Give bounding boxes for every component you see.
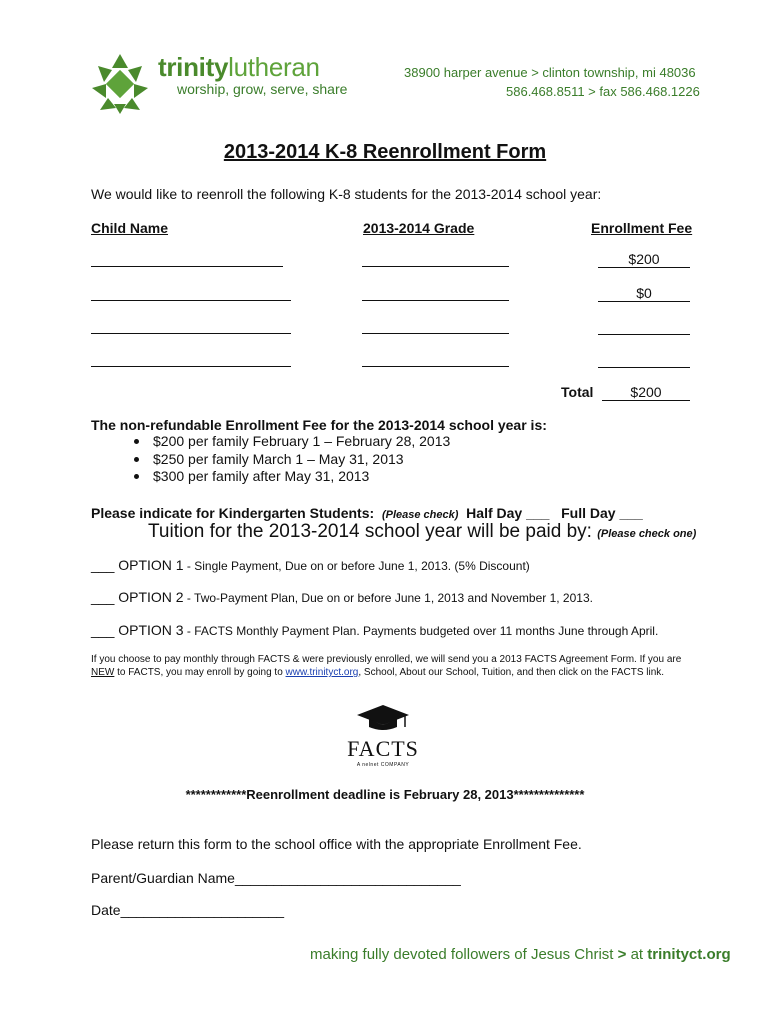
fee-field[interactable]: $200	[598, 251, 690, 268]
option-2[interactable]: ___ OPTION 2 - Two-Payment Plan, Due on or before June 1, 2013 and November 1, 2013.	[91, 589, 593, 605]
list-item: $200 per family February 1 – February 28, 2013	[134, 433, 450, 451]
fee-heading: Enrollment Fee	[591, 220, 693, 236]
grade-field[interactable]	[362, 366, 509, 367]
website-link[interactable]: www.trinityct.org	[285, 667, 359, 678]
list-item: $300 per family after May 31, 2013	[134, 468, 450, 486]
kindergarten-line: Please indicate for Kindergarten Students: (Please check) Half Day ___ Full Day ___	[91, 505, 643, 521]
child-name-field[interactable]	[91, 266, 283, 267]
tuition-heading: Tuition for the 2013-2014 school year will be paid by: (Please check one)	[148, 521, 697, 542]
fee-field[interactable]	[598, 318, 690, 335]
graduation-cap-icon	[333, 703, 433, 733]
deadline-text: ************Reenrollment deadline is February 28, 2013**************	[185, 787, 585, 802]
option-3[interactable]: ___ OPTION 3 - FACTS Monthly Payment Plan. Payments budgeted over 11 months June through April.	[91, 622, 659, 638]
total-label: Total	[561, 384, 594, 400]
child-name-field[interactable]	[91, 366, 291, 367]
return-instructions: Please return this form to the school office with the appropriate Enrollment Fee.	[91, 836, 582, 852]
phone-line: 586.468.8511 > fax 586.468.1226	[506, 84, 700, 99]
half-day-checkbox[interactable]: Half Day ___	[466, 505, 550, 521]
grade-field[interactable]	[362, 333, 509, 334]
child-name-field[interactable]	[91, 300, 291, 301]
tagline: worship, grow, serve, share	[177, 81, 348, 97]
fee-schedule-heading: The non-refundable Enrollment Fee for the 2013-2014 school year is:	[91, 417, 547, 433]
bullet-icon	[134, 439, 139, 444]
address-line: 38900 harper avenue > clinton township, mi 48036	[404, 65, 696, 80]
option-1[interactable]: ___ OPTION 1 - Single Payment, Due on or before June 1, 2013. (5% Discount)	[91, 557, 530, 573]
fee-field[interactable]: $0	[598, 285, 690, 302]
parent-name-field[interactable]: Parent/Guardian Name_____________________________	[91, 870, 461, 886]
page-title: 2013-2014 K-8 Reenrollment Form	[223, 141, 547, 163]
intro-text: We would like to reenroll the following K-8 students for the 2013-2014 school year:	[91, 186, 602, 202]
fee-schedule-list	[134, 433, 450, 486]
brand-name: trinitylutheran	[158, 52, 320, 82]
fee-field[interactable]	[598, 351, 690, 368]
child-name-heading: Child Name	[91, 220, 169, 236]
trinity-star-logo-icon	[88, 52, 152, 116]
list-item: $250 per family March 1 – May 31, 2013	[134, 451, 450, 469]
grade-field[interactable]	[362, 300, 509, 301]
footer-tagline: making fully devoted followers of Jesus Christ > at trinityct.org	[310, 946, 731, 963]
grade-heading: 2013-2014 Grade	[363, 220, 475, 236]
grade-field[interactable]	[362, 266, 509, 267]
total-value: $200	[602, 384, 690, 401]
facts-note: If you choose to pay monthly through FACTS & were previously enrolled, we will send you a 2013 FACTS Agreement Form. If you are NEW to FACTS, you may enroll by going to www.trinityct.org, School, About our School, Tuition, and then click on the FACTS link.	[91, 654, 682, 678]
child-name-field[interactable]	[91, 333, 291, 334]
bullet-icon	[134, 457, 139, 462]
facts-logo: FACTS A nelnet COMPANY	[333, 703, 433, 765]
full-day-checkbox[interactable]: Full Day ___	[561, 505, 643, 521]
date-field[interactable]: Date_____________________	[91, 902, 285, 918]
bullet-icon	[134, 474, 139, 479]
